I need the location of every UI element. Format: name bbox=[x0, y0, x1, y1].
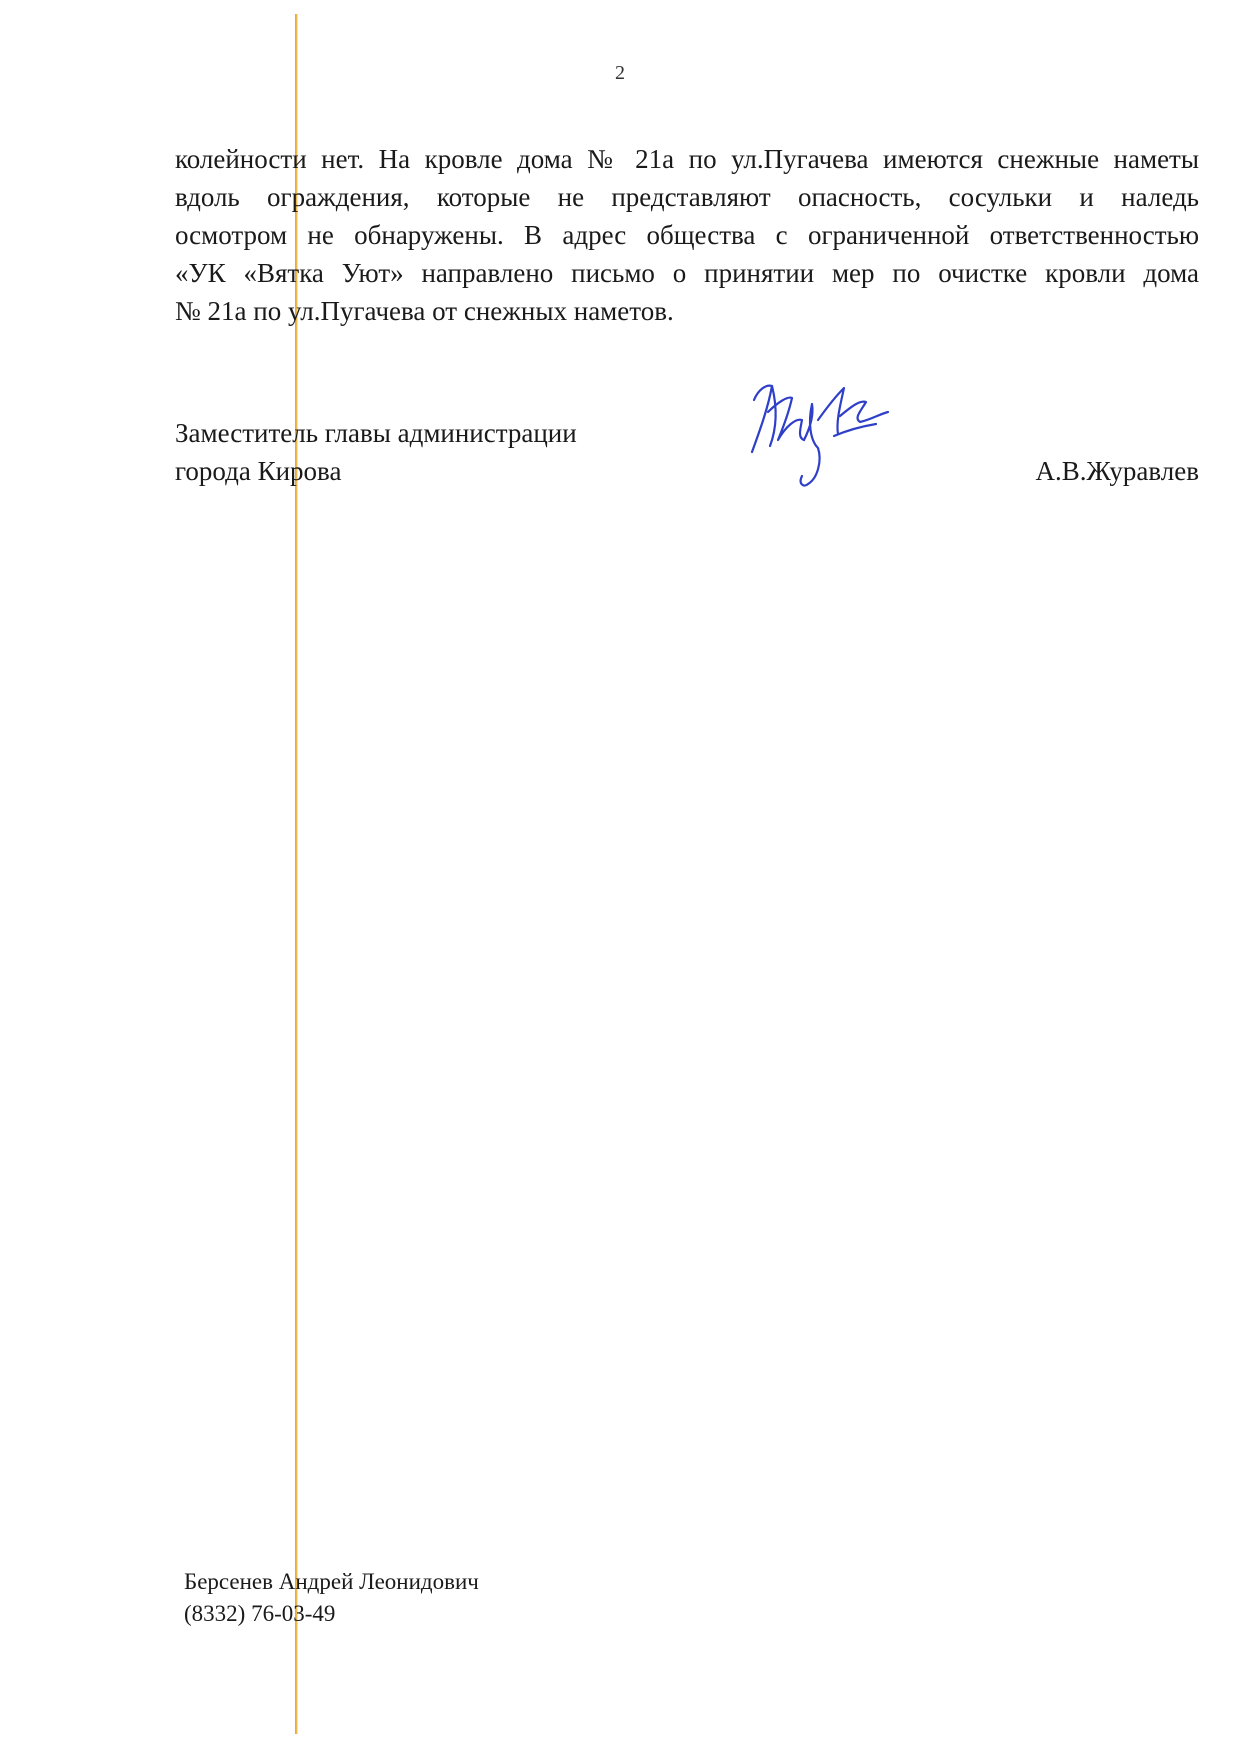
body-line: вдоль ограждения, которые не представляют опасность, сосульки и наледь bbox=[175, 182, 1199, 212]
body-line: № 21а по ул.Пугачева от снежных наметов. bbox=[175, 296, 674, 326]
position-line: Заместитель главы администрации bbox=[175, 418, 577, 448]
contact-phone: (8332) 76-03-49 bbox=[184, 1601, 336, 1626]
body-line: колейности нет. На кровле дома № 21а по ул.Пугачева имеются снежные наметы bbox=[175, 144, 1199, 174]
position-line: города Кирова bbox=[175, 456, 342, 486]
page-number: 2 bbox=[615, 62, 625, 84]
signatory-position bbox=[175, 414, 577, 490]
body-line: «УК «Вятка Уют» направлено письмо о принятии мер по очистке кровли дома bbox=[175, 258, 1199, 288]
letter-body bbox=[175, 140, 1199, 330]
contact-block bbox=[184, 1566, 479, 1630]
signer-name: А.В.Журавлев bbox=[1035, 456, 1199, 486]
handwritten-signature bbox=[748, 360, 948, 500]
contact-name: Берсенев Андрей Леонидович bbox=[184, 1569, 479, 1594]
body-line: осмотром не обнаружены. В адрес общества с ограниченной ответственностью bbox=[175, 220, 1199, 250]
